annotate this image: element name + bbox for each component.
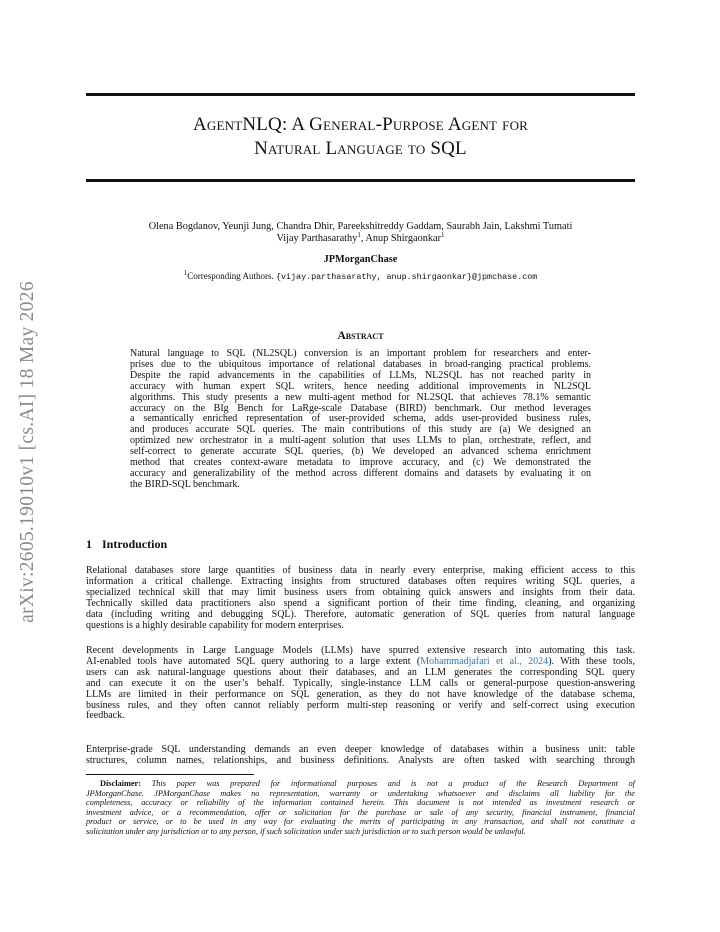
paragraph-line: information a critical challenge. Extracting insights from structured databases often requires writing SQL queries, a (86, 575, 635, 587)
footnote-line: product or service, or to be used in any way for evaluating the merits of participating in any transaction, and shall not constitute a (86, 817, 635, 827)
paragraph-line: Enterprise-grade SQL understanding demands an even deeper knowledge of databases within a business unit: table (86, 744, 635, 755)
paragraph-line: Recent developments in Large Language Models (LLMs) have spurred extensive research into automating this task. (86, 645, 635, 656)
footnote-line: solicitation under any jurisdiction or to any person, if such solicitation under such jurisdiction or to such person would be unlawful. (86, 826, 526, 836)
text-run: ). With these tools, (548, 655, 635, 667)
abstract-line: algorithms. This study presents a new multi-agent method for NL2SQL that achieves 78.1% semantic (130, 391, 591, 403)
title-rule-top (86, 93, 635, 96)
paragraph-line: specialized technical skill that may limit business users from obtaining quick answers and insights from their data. (86, 586, 635, 598)
title-rule-bottom (86, 179, 635, 182)
intro-paragraph-2 (86, 646, 635, 722)
abstract-line: method that creates context-aware metadata to improve accuracy, and (c) We demonstrated the (130, 457, 591, 469)
paragraph-line: business rules, and they often cannot reliably perform multi-step reasoning or verify and self-correct using execution (86, 699, 635, 711)
abstract-line: optimized new orchestrator in a multi-agent solution that uses LLMs to plan, orchestrate, reflect, and (130, 435, 591, 447)
title-line: Natural Language to SQL (254, 138, 467, 159)
corresponding-emails[interactable]: {vijay.parthasarathy, anup.shirgaonkar}@jpmchase.com (275, 272, 538, 282)
abstract-line: a semantically enriched representation of user-provided schema, adds user-provided business rules, (130, 413, 591, 425)
abstract-line: and produces accurate SQL queries. The main contributions of this study are (a) We designed an (130, 424, 591, 436)
footnote-line: completeness, accuracy or reliability of the information contained herein. This document is not intended as investment research or (86, 798, 635, 808)
author-name: Anup Shirgaonkar (365, 233, 442, 244)
author-name: Vijay Parthasarathy (276, 233, 358, 244)
section-title: Introduction (102, 537, 168, 551)
intro-paragraph-1 (86, 566, 635, 631)
arxiv-identifier: arXiv:2605.19010v1 [cs.AI] 18 May 2026 (17, 281, 38, 623)
paragraph-line: users can ask natural-language questions about their databases, and an LLM generates the corresponding SQL query (86, 666, 635, 678)
paragraph-line: questions is a highly desirable capability for modern enterprises. (86, 619, 344, 631)
text-run: This paper was prepared for informational purposes and is not a product of the Research Department of (141, 779, 635, 788)
footnote-line: JPMorganChase. JPMorganChase makes no representation, warranty or undertaking whatsoever and disclaims all liability for the (86, 788, 635, 798)
paper-title (86, 113, 635, 161)
author-mark: 1 (441, 231, 445, 239)
abstract-line: self-correct to generate accurate SQL queries, (b) We developed an advanced schema enrichment (130, 446, 591, 458)
section-heading-introduction (86, 537, 635, 552)
author-line (86, 233, 635, 245)
paragraph-line: Relational databases store large quantities of business data in nearly every enterprise, making efficient access to this (86, 565, 635, 576)
footnote-line: investment advice, or a recommendation, offer or solicitation for the purchase or sale of any security, financial instrument, financial (86, 807, 635, 817)
abstract-line: accuracy with human expert SQL writers, hence needing additional improvements in NL2SQL (130, 380, 591, 392)
abstract-heading: Abstract (337, 330, 384, 342)
affiliation: JPMorganChase (323, 254, 398, 265)
paragraph-line: LLMs are limited in their performance on SQL generation, as they do not have knowledge of the database schema, (86, 688, 635, 700)
title-line: AgentNLQ: A General-Purpose Agent for (192, 114, 529, 135)
intro-paragraph-3 (86, 745, 635, 767)
abstract-line: prises due to the ubiquitous importance of relational databases in broad-ranging practical problems. (130, 358, 591, 370)
footnote-line (86, 779, 635, 789)
citation-link[interactable]: Mohammadjafari et al., 2024 (420, 655, 549, 667)
author-line: Olena Bogdanov, Yeunji Jung, Chandra Dhir, Pareekshitreddy Gaddam, Saurabh Jain, Lakshmi Tumati (148, 221, 573, 232)
corresponding-mark: 1 (183, 269, 188, 277)
paragraph-line: structures, column names, relationships, and business definitions. Analysts are often tasked with searching through (86, 754, 635, 766)
paragraph-line: data (including writing and debugging SQL). Therefore, automatic generation of SQL queries from natural language (86, 608, 635, 620)
text-run: AI-enabled tools have automated SQL query authoring to a large extent ( (86, 655, 421, 667)
abstract-body (130, 349, 591, 491)
abstract-line: the BIRD-SQL benchmark. (130, 478, 240, 490)
paragraph-line: Technically skilled data practitioners also spend a significant portion of their time finding, cleaning, and organizing (86, 597, 635, 609)
corresponding-authors (86, 271, 635, 282)
paragraph-line: and can execute it on the user’s behalf. Typically, single-instance LLM calls or general-purpose question-answering (86, 677, 635, 689)
author-separator: , (360, 233, 366, 244)
footnote-rule (86, 774, 254, 775)
disclaimer-footnote (86, 779, 635, 837)
author-list (86, 221, 635, 245)
abstract-line: Natural language to SQL (NL2SQL) conversion is an important problem for researchers and enter- (130, 348, 591, 359)
section-number: 1 (86, 537, 92, 551)
corresponding-label: Corresponding Authors. (187, 271, 276, 281)
abstract-line: Despite the rapid advancements in the capabilities of LLMs, NL2SQL has not reached parity in (130, 369, 591, 381)
abstract-line: accuracy on the BIg Bench for LaRge-scale Database (BIRD) benchmark. Our method leverages (130, 402, 591, 414)
abstract-line: accuracy and generalizability of the method across different domains and datasets by evaluating it on (130, 467, 591, 479)
footnote-lead: Disclaimer: (100, 779, 142, 788)
author-mark: 1 (357, 231, 361, 239)
paragraph-line: feedback. (86, 710, 125, 722)
